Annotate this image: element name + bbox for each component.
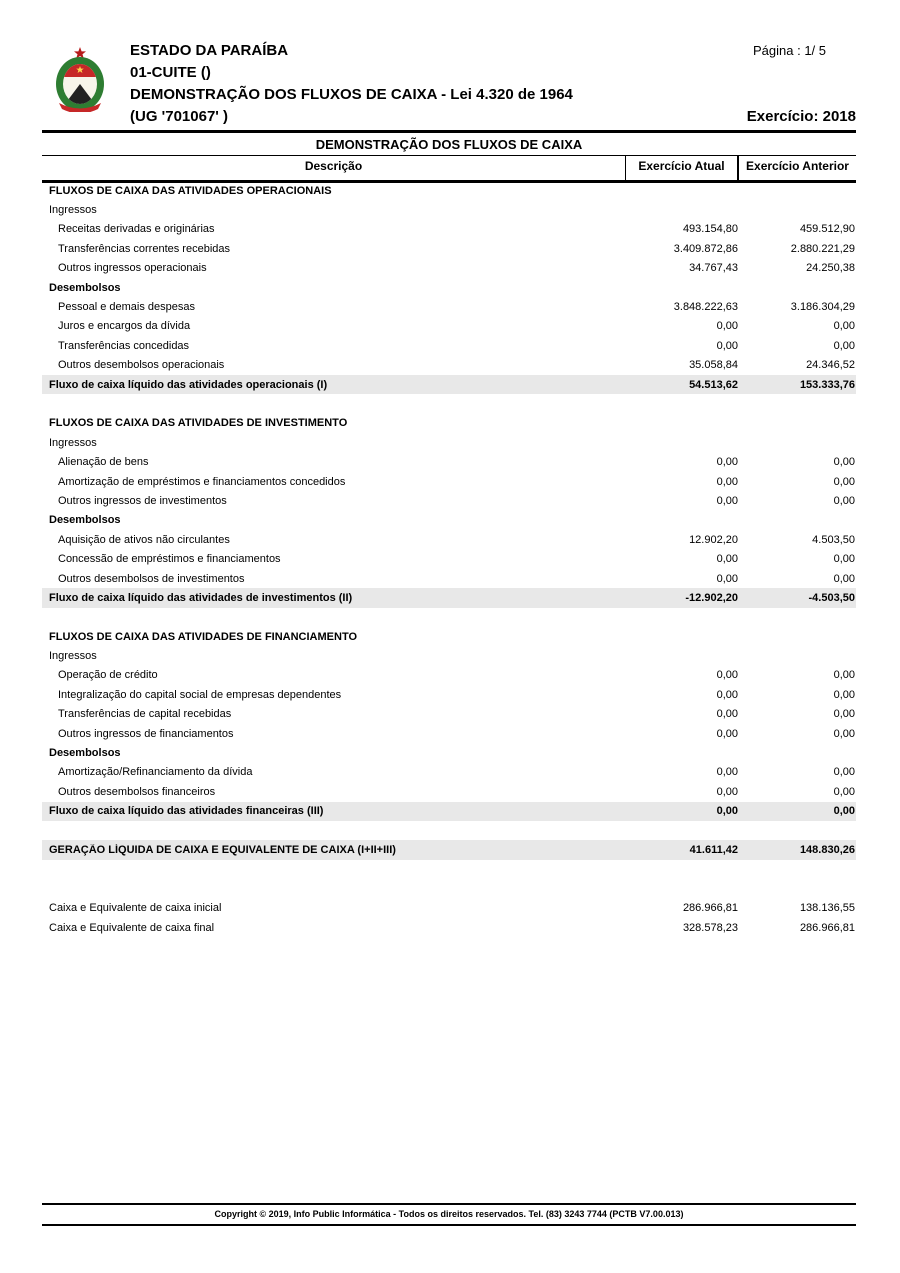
row-label: Ingressos [49,204,97,217]
row-label: Outros ingressos de financiamentos [58,727,234,740]
row-label: Transferências de capital recebidas [58,708,232,721]
row-value-exercicio-atual: 0,00 [716,320,738,333]
row-value-exercicio-atual: 41.611,42 [689,843,738,856]
header-state: ESTADO DA PARAÍBA [130,42,289,59]
row-value-exercicio-atual: 0,00 [716,766,738,779]
row-label: Desembolsos [49,281,121,294]
row-label: Juros e encargos da dívida [58,320,191,333]
row-label: Outros ingressos de investimentos [58,494,227,507]
table-row [42,491,856,510]
row-value-exercicio-anterior: 0,00 [833,320,855,333]
table-row [42,898,856,917]
row-value-exercicio-atual: 0,00 [716,572,738,585]
row-label: Amortização de empréstimos e financiamentos concedidos [58,475,346,488]
header-ug: (UG '701067' ) [130,108,229,125]
copyright-text: Copyright © 2019, Info Public Informática - Todos os direitos reservados. Tel. (83) 3243 7744 (PCTB V7.00.013) [214,1209,684,1219]
report-header [42,40,856,132]
table-row [42,181,856,200]
table-row [42,200,856,219]
row-value-exercicio-atual: 0,00 [716,339,738,352]
row-value-exercicio-anterior: 0,00 [833,688,855,701]
exercise-year: Exercício: 2018 [746,108,856,125]
row-label: Ingressos [49,650,97,663]
table-row [42,297,856,316]
row-value-exercicio-atual: 35.058,84 [689,359,738,372]
row-value-exercicio-atual: 0,00 [716,553,738,566]
row-value-exercicio-atual: 286.966,81 [682,902,738,915]
row-value-exercicio-anterior: 459.512,90 [799,223,855,236]
table-column-header [42,155,856,183]
row-value-exercicio-atual: 0,00 [716,456,738,469]
footer-divider-bottom [42,1224,856,1226]
row-value-exercicio-anterior: 0,00 [833,456,855,469]
row-value-exercicio-atual: 3.409.872,86 [673,242,738,255]
row-value-exercicio-atual: 328.578,23 [682,921,738,934]
column-header-descricao: Descrição [42,155,626,180]
row-label: Outros desembolsos operacionais [58,359,225,372]
table-row [42,511,856,530]
table-row [42,259,856,278]
row-label: FLUXOS DE CAIXA DAS ATIVIDADES OPERACIONAIS [49,184,332,197]
row-label: Outros desembolsos de investimentos [58,572,245,585]
table-row [42,569,856,588]
row-label: FLUXOS DE CAIXA DAS ATIVIDADES DE INVESTIMENTO [49,417,348,430]
column-header-exercicio-atual: Exercício Atual [626,155,739,180]
row-label: Fluxo de caixa líquido das atividades de investimentos (II) [49,591,353,604]
row-label: Aquisição de ativos não circulantes [58,533,230,546]
table-row [42,220,856,239]
row-value-exercicio-atual: 12.902,20 [689,533,738,546]
coat-of-arms-icon [54,46,106,112]
header-text-block [130,40,573,128]
table-row [42,782,856,801]
row-value-exercicio-anterior: 24.250,38 [806,262,855,275]
column-header-exercicio-anterior: Exercício Anterior [746,159,849,173]
row-label: Concessão de empréstimos e financiamentos [58,553,281,566]
spacer-row [42,394,856,413]
table-row [42,666,856,685]
row-value-exercicio-anterior: 0,00 [833,572,855,585]
row-label: Receitas derivadas e originárias [58,223,215,236]
row-label: Outros ingressos operacionais [58,262,207,275]
table-row [42,802,856,821]
row-label: Caixa e Equivalente de caixa final [49,921,215,934]
row-value-exercicio-anterior: 0,00 [833,475,855,488]
row-value-exercicio-anterior: 148.830,26 [799,843,855,856]
table-row [42,724,856,743]
row-value-exercicio-atual: 34.767,43 [689,262,738,275]
row-value-exercicio-atual: 0,00 [716,494,738,507]
spacer-row [42,821,856,840]
row-value-exercicio-atual: 0,00 [716,805,738,818]
row-value-exercicio-anterior: 0,00 [833,553,855,566]
table-row [42,452,856,471]
row-label: Operação de crédito [58,669,158,682]
row-value-exercicio-anterior: 24.346,52 [806,359,855,372]
row-value-exercicio-anterior: 0,00 [833,785,855,798]
row-value-exercicio-anterior: 153.333,76 [799,378,855,391]
row-value-exercicio-anterior: 0,00 [833,339,855,352]
row-label: Desembolsos [49,747,121,760]
row-value-exercicio-atual: 0,00 [716,669,738,682]
row-value-exercicio-anterior: 0,00 [833,494,855,507]
row-label: Outros desembolsos financeiros [58,785,216,798]
table-row [42,588,856,607]
spacer-row [42,860,856,879]
row-value-exercicio-atual: 0,00 [716,785,738,798]
table-row [42,743,856,762]
table-row [42,336,856,355]
row-label: Desembolsos [49,514,121,527]
table-row [42,840,856,859]
row-value-exercicio-anterior: 286.966,81 [799,921,855,934]
table-row [42,763,856,782]
row-value-exercicio-atual: 0,00 [716,688,738,701]
row-label: Alienação de bens [58,456,149,469]
spacer-row [42,879,856,898]
row-label: Transferências correntes recebidas [58,242,231,255]
table-row [42,317,856,336]
row-label: GERAÇÃO LÍQUIDA DE CAIXA E EQUIVALENTE DE CAIXA (I+II+III) [49,843,396,856]
row-value-exercicio-anterior: 138.136,55 [799,902,855,915]
row-value-exercicio-anterior: 2.880.221,29 [790,242,855,255]
row-value-exercicio-atual: 0,00 [716,708,738,721]
row-label: Pessoal e demais despesas [58,301,195,314]
spacer-row [42,608,856,627]
table-row [42,705,856,724]
table-row [42,356,856,375]
table-row [42,549,856,568]
table-row [42,646,856,665]
row-value-exercicio-atual: 54.513,62 [689,378,738,391]
table-title: DEMONSTRAÇÃO DOS FLUXOS DE CAIXA [42,134,856,156]
row-value-exercicio-atual: 3.848.222,63 [673,301,738,314]
table-row [42,239,856,258]
row-value-exercicio-anterior: -4.503,50 [808,591,855,604]
row-label: Caixa e Equivalente de caixa inicial [49,902,222,915]
row-value-exercicio-anterior: 0,00 [833,766,855,779]
row-label: FLUXOS DE CAIXA DAS ATIVIDADES DE FINANCIAMENTO [49,630,358,643]
row-value-exercicio-anterior: 3.186.304,29 [790,301,855,314]
row-label: Fluxo de caixa líquido das atividades operacionais (I) [49,378,328,391]
row-value-exercicio-atual: -12.902,20 [685,591,738,604]
row-value-exercicio-atual: 493.154,80 [682,223,738,236]
header-report-title: DEMONSTRAÇÃO DOS FLUXOS DE CAIXA - Lei 4.320 de 1964 [130,86,573,103]
row-value-exercicio-atual: 0,00 [716,475,738,488]
row-label: Transferências concedidas [58,339,190,352]
row-value-exercicio-atual: 0,00 [716,727,738,740]
report-footer [42,1203,856,1226]
table-row [42,278,856,297]
row-label: Fluxo de caixa líquido das atividades financeiras (III) [49,805,324,818]
table-row [42,918,856,937]
row-label: Ingressos [49,436,97,449]
row-value-exercicio-anterior: 0,00 [833,708,855,721]
page-number: Página : 1/ 5 [753,43,826,58]
row-value-exercicio-anterior: 0,00 [833,669,855,682]
table-row [42,433,856,452]
row-value-exercicio-anterior: 0,00 [833,727,855,740]
header-entity: 01-CUITE () [130,64,211,81]
row-label: Integralização do capital social de empresas dependentes [58,688,342,701]
table-row [42,414,856,433]
row-value-exercicio-anterior: 0,00 [833,805,855,818]
row-label: Amortização/Refinanciamento da dívida [58,766,253,779]
table-body [42,181,856,937]
table-row [42,472,856,491]
row-value-exercicio-anterior: 4.503,50 [812,533,855,546]
table-row [42,375,856,394]
header-divider [42,130,856,133]
table-row [42,685,856,704]
table-row [42,627,856,646]
table-row [42,530,856,549]
